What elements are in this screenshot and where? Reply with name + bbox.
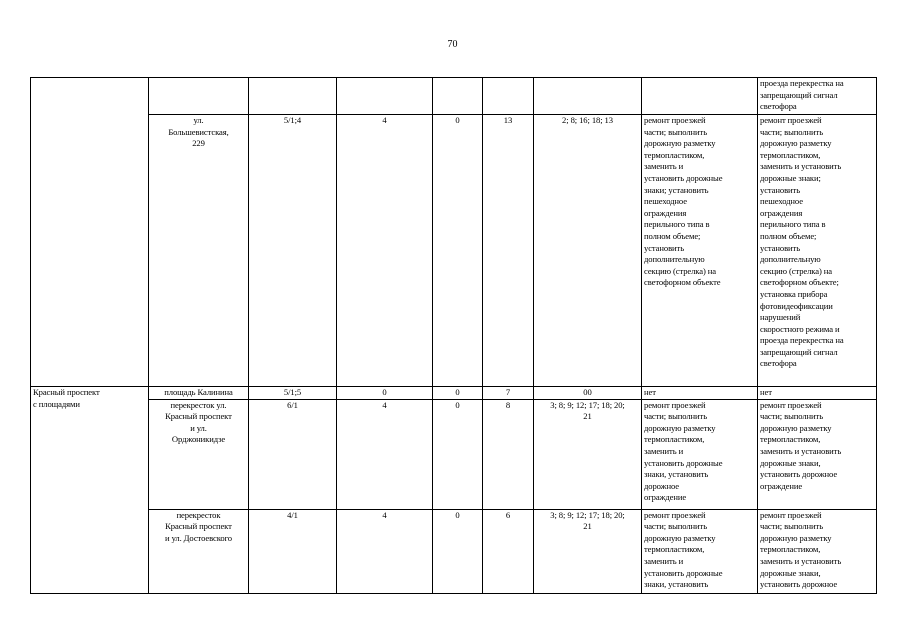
code-cell: 6/1	[249, 399, 337, 509]
location-cell: перекресток Красный проспект и ул. Достоевского	[149, 509, 249, 593]
code-cell: 5/1;5	[249, 387, 337, 400]
measures-cell: ремонт проезжей части; выполнить дорожную разметку термопластиком, заменить и установить дорожные знаки, установить дорожное ограждение	[642, 399, 758, 509]
location-cell: ул. Большевистская, 229	[149, 115, 249, 387]
value-cell: 8	[483, 399, 534, 509]
refs-cell: 3; 8; 9; 12; 17; 18; 20; 21	[534, 399, 642, 509]
value-cell: 4	[337, 399, 433, 509]
value-cell: 0	[433, 509, 483, 593]
section-cell: Красный проспект с площадями	[31, 387, 149, 594]
location-cell: перекресток ул. Красный проспект и ул. Орджоникидзе	[149, 399, 249, 509]
table-row	[31, 399, 877, 509]
plan-cell: ремонт проезжей части; выполнить дорожную разметку термопластиком, заменить и установить дорожные знаки, установить дорожное ограждение	[758, 399, 877, 509]
refs-cell: 00	[534, 387, 642, 400]
value-cell: 0	[433, 115, 483, 387]
table-row	[31, 115, 877, 387]
measures-cell: ремонт проезжей части; выполнить дорожную разметку термопластиком, заменить и установить дорожные знаки, установить	[642, 509, 758, 593]
plan-cell: ремонт проезжей части; выполнить дорожную разметку термопластиком, заменить и установить дорожные знаки, установить дорожное	[758, 509, 877, 593]
code-cell: 4/1	[249, 509, 337, 593]
refs-cell: 2; 8; 16; 18; 13	[534, 115, 642, 387]
measures-cell: ремонт проезжей части; выполнить дорожную разметку термопластиком, заменить и установить дорожные знаки; установить пешеходное ограждения перильного типа в полном объеме; установить дополнительную секцию (стрелка) на светофорном объекте	[642, 115, 758, 387]
measures-cell	[642, 78, 758, 115]
plan-cell: нет	[758, 387, 877, 400]
measures-cell: нет	[642, 387, 758, 400]
section-cell	[31, 78, 149, 387]
road-safety-table	[30, 77, 877, 594]
value-cell	[337, 78, 433, 115]
table-row	[31, 509, 877, 593]
table-row	[31, 387, 877, 400]
refs-cell	[534, 78, 642, 115]
location-cell	[149, 78, 249, 115]
page-number: 70	[447, 39, 458, 50]
value-cell: 13	[483, 115, 534, 387]
plan-cell: ремонт проезжей части; выполнить дорожную разметку термопластиком, заменить и установить дорожные знаки; установить пешеходное ограждения перильного типа в полном объеме; установить дополнительную секцию (стрелка) на светофорном объекте; установка прибора фотовидеофиксации нарушений скоростного режима и проезда перекрестка на запрещающий сигнал светофора	[758, 115, 877, 387]
refs-cell: 3; 8; 9; 12; 17; 18; 20; 21	[534, 509, 642, 593]
value-cell: 4	[337, 509, 433, 593]
value-cell	[483, 78, 534, 115]
location-cell: площадь Калинина	[149, 387, 249, 400]
value-cell: 0	[337, 387, 433, 400]
value-cell: 0	[433, 387, 483, 400]
table-row	[31, 78, 877, 115]
code-cell	[249, 78, 337, 115]
value-cell: 6	[483, 509, 534, 593]
plan-cell: проезда перекрестка на запрещающий сигнал светофора	[758, 78, 877, 115]
value-cell	[433, 78, 483, 115]
value-cell: 7	[483, 387, 534, 400]
code-cell: 5/1;4	[249, 115, 337, 387]
value-cell: 0	[433, 399, 483, 509]
value-cell: 4	[337, 115, 433, 387]
